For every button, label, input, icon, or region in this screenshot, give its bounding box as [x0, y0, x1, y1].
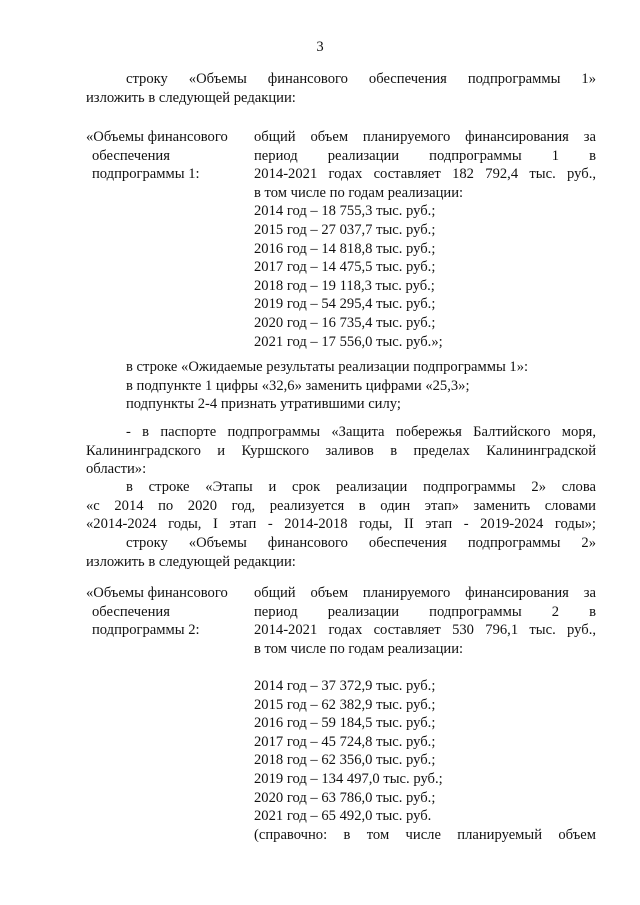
table1-year-row: 2016 год – 14 818,8 тыс. руб.;	[254, 240, 436, 257]
table2-label-line: подпрограммы 2:	[92, 622, 200, 639]
middle-line: в подпункте 1 цифры «32,6» заменить цифрами «25,3»;	[126, 377, 470, 394]
table1-year-row: 2015 год – 27 037,7 тыс. руб.;	[254, 221, 436, 238]
middle-line: подпункты 2-4 признать утратившими силу;	[126, 396, 401, 413]
table2-year-row: 2021 год – 65 492,0 тыс. руб.	[254, 808, 432, 825]
table2-year-row: 2020 год – 63 786,0 тыс. руб.;	[254, 789, 436, 806]
passport-paragraph	[86, 423, 596, 479]
page-number: 3	[316, 39, 324, 55]
table1-label-line: «Объемы финансового	[86, 129, 228, 145]
stages-line3: «2014-2024 годы, I этап - 2014-2018 годы, II этап - 2019-2024 годы»;	[86, 516, 596, 533]
table1-text-line: 2014-2021 годах составляет 182 792,4 тыс. руб.,	[254, 166, 596, 183]
table1-year-row: 2020 год – 16 735,4 тыс. руб.;	[254, 314, 436, 331]
table1-year-row: 2019 год – 54 295,4 тыс. руб.;	[254, 296, 436, 313]
stages-line1: в строке «Этапы и срок реализации подпрограммы 2» слова	[126, 479, 596, 495]
table1-year-row: 2021 год – 17 556,0 тыс. руб.»;	[254, 333, 443, 350]
table1-label	[86, 128, 246, 184]
intro1-line2: изложить в следующей редакции:	[86, 89, 296, 106]
table1-text-line: в том числе по годам реализации:	[254, 184, 464, 201]
passport-line3: области»:	[86, 461, 147, 478]
table1-value	[254, 128, 596, 351]
table1-text-line: период реализации подпрограммы 1 в	[254, 147, 596, 164]
table1-label-line: подпрограммы 1:	[92, 166, 200, 183]
table2-label-line: обеспечения	[92, 603, 170, 620]
table1-year-row: 2018 год – 19 118,3 тыс. руб.;	[254, 277, 435, 294]
table2-year-row: 2019 год – 134 497,0 тыс. руб.;	[254, 770, 443, 787]
intro1-line1: строку «Объемы финансового обеспечения подпрограммы 1»	[126, 71, 596, 87]
table1-year-row: 2014 год – 18 755,3 тыс. руб.;	[254, 203, 436, 220]
table2-text-line: общий объем планируемого финансирования за	[254, 585, 596, 601]
middle-line: в строке «Ожидаемые результаты реализации подпрограммы 1»:	[126, 359, 529, 375]
table2-label	[86, 584, 246, 640]
table1-year-row: 2017 год – 14 475,5 тыс. руб.;	[254, 259, 436, 276]
table2-text-line: 2014-2021 годах составляет 530 796,1 тыс. руб.,	[254, 622, 596, 639]
table2-year-row: 2018 год – 62 356,0 тыс. руб.;	[254, 752, 436, 769]
table2-note: (справочно: в том числе планируемый объем	[254, 826, 596, 843]
table2-label-line: «Объемы финансового	[86, 585, 228, 601]
intro-paragraph-1	[86, 70, 596, 107]
table2-value	[254, 584, 596, 844]
table1-text-line: общий объем планируемого финансирования за	[254, 129, 596, 145]
stages-paragraph	[86, 478, 596, 534]
table2-year-row: 2015 год – 62 382,9 тыс. руб.;	[254, 696, 436, 713]
intro2-line1: строку «Объемы финансового обеспечения подпрограммы 2»	[126, 535, 596, 551]
passport-line1: - в паспорте подпрограммы «Защита побережья Балтийского моря,	[126, 424, 596, 440]
expected-results-block	[86, 358, 596, 414]
intro-paragraph-2	[86, 534, 596, 571]
table2-text-line: в том числе по годам реализации:	[254, 640, 464, 657]
table2-year-row: 2014 год – 37 372,9 тыс. руб.;	[254, 677, 436, 694]
table2-text-line: период реализации подпрограммы 2 в	[254, 603, 596, 620]
passport-line2: Калининградского и Куршского заливов в пределах Калининградской	[86, 442, 596, 459]
table2-year-row: 2016 год – 59 184,5 тыс. руб.;	[254, 715, 436, 732]
table2-year-row: 2017 год – 45 724,8 тыс. руб.;	[254, 733, 436, 750]
table1-label-line: обеспечения	[92, 147, 170, 164]
intro2-line2: изложить в следующей редакции:	[86, 553, 296, 570]
table2-blank-line	[254, 658, 596, 677]
stages-line2: «с 2014 по 2020 год, реализуется в один этап» заменить словами	[86, 497, 596, 514]
